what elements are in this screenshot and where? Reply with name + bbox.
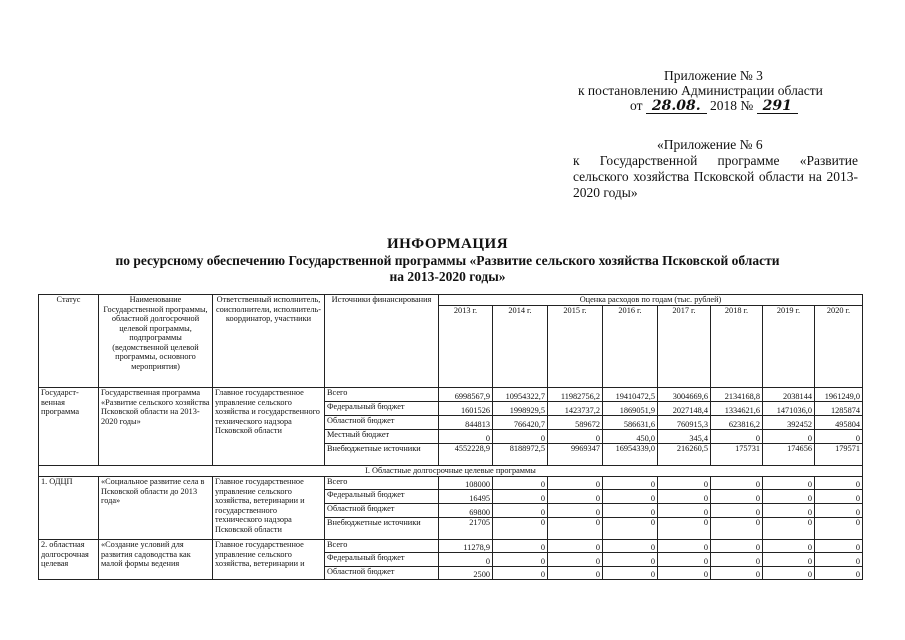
header-year: 2016 г. — [603, 306, 658, 388]
value-cell: 0 — [493, 518, 548, 540]
row-source: Областной бюджет — [325, 416, 439, 430]
value-cell: 0 — [815, 477, 863, 490]
value-cell: 174656 — [763, 444, 815, 466]
header-status: Статус — [39, 295, 99, 388]
value-cell: 0 — [658, 504, 711, 518]
value-cell: 16495 — [439, 490, 493, 504]
value-cell: 175731 — [711, 444, 763, 466]
header-year: 2013 г. — [439, 306, 493, 388]
value-cell: 0 — [711, 553, 763, 567]
value-cell: 9969347 — [548, 444, 603, 466]
value-cell: 0 — [658, 553, 711, 567]
handwritten-date: 28.08. — [646, 100, 707, 114]
doc-subtitle-2: на 2013-2020 годы» — [389, 269, 506, 284]
value-cell: 0 — [439, 553, 493, 567]
row-name: Государственная программа «Развитие сельского хозяйства Псковской области на 2013-2020 годы» — [99, 388, 213, 466]
value-cell: 0 — [763, 518, 815, 540]
value-cell: 0 — [548, 490, 603, 504]
value-cell: 8188972,5 — [493, 444, 548, 466]
table-row — [39, 540, 863, 553]
row-responsible: Главное государственное управление сельского хозяйства, ветеринарии и государственного технического надзора Псковской области — [213, 477, 325, 540]
row-source: Областной бюджет — [325, 504, 439, 518]
value-cell: 0 — [815, 504, 863, 518]
value-cell: 0 — [763, 504, 815, 518]
row-source: Федеральный бюджет — [325, 490, 439, 504]
value-cell: 0 — [439, 430, 493, 444]
value-cell: 0 — [763, 477, 815, 490]
header-year: 2019 г. — [763, 306, 815, 388]
row-status: 2. областная долгосрочная целевая — [39, 540, 99, 580]
header-sources: Источники финансирования — [325, 295, 439, 388]
section-row — [39, 466, 863, 477]
value-cell: 0 — [763, 553, 815, 567]
header-year: 2020 г. — [815, 306, 863, 388]
annex-sub — [573, 137, 858, 201]
value-cell: 1601526 — [439, 402, 493, 416]
value-cell: 0 — [658, 490, 711, 504]
value-cell: 345,4 — [658, 430, 711, 444]
value-cell: 0 — [763, 540, 815, 553]
value-cell: 766420,7 — [493, 416, 548, 430]
header-name: Наименование Государственной программы, областной долгосрочной целевой программы, подпрограммы (ведомственной целевой программы, основного мероприятия) — [99, 295, 213, 388]
value-cell: 0 — [658, 567, 711, 580]
value-cell: 21705 — [439, 518, 493, 540]
annex-number: Приложение № 3 — [664, 68, 763, 83]
value-cell: 0 — [603, 477, 658, 490]
resource-table — [38, 294, 863, 580]
value-cell: 2038144 — [763, 388, 815, 402]
value-cell: 0 — [658, 477, 711, 490]
value-cell: 2134168,8 — [711, 388, 763, 402]
value-cell: 0 — [493, 567, 548, 580]
value-cell: 0 — [548, 504, 603, 518]
value-cell: 1471036,0 — [763, 402, 815, 416]
value-cell: 11278,9 — [439, 540, 493, 553]
value-cell: 1423737,2 — [548, 402, 603, 416]
value-cell: 0 — [493, 477, 548, 490]
row-source: Внебюджетные источники — [325, 444, 439, 466]
value-cell: 0 — [603, 553, 658, 567]
value-cell: 0 — [763, 567, 815, 580]
header-year: 2018 г. — [711, 306, 763, 388]
doc-title: ИНФОРМАЦИЯ — [386, 236, 509, 252]
value-cell: 0 — [815, 567, 863, 580]
value-cell: 0 — [603, 567, 658, 580]
value-cell: 1961249,0 — [815, 388, 863, 402]
value-cell: 0 — [658, 518, 711, 540]
handwritten-number: 291 — [757, 100, 798, 114]
value-cell: 0 — [763, 490, 815, 504]
value-cell: 0 — [711, 567, 763, 580]
value-cell: 623816,2 — [711, 416, 763, 430]
value-cell: 3004669,6 — [658, 388, 711, 402]
value-cell: 0 — [548, 540, 603, 553]
value-cell: 0 — [815, 490, 863, 504]
row-name: «Создание условий для развития садоводства как малой формы ведения — [99, 540, 213, 580]
value-cell: 0 — [815, 430, 863, 444]
row-source: Федеральный бюджет — [325, 553, 439, 567]
value-cell: 0 — [711, 540, 763, 553]
value-cell: 392452 — [763, 416, 815, 430]
value-cell: 0 — [603, 490, 658, 504]
row-responsible: Главное государственное управление сельского хозяйства, ветеринарии и — [213, 540, 325, 580]
table-row — [39, 388, 863, 402]
row-status: 1. ОДЦП — [39, 477, 99, 540]
value-cell: 0 — [603, 504, 658, 518]
value-cell: 0 — [815, 553, 863, 567]
value-cell: 179571 — [815, 444, 863, 466]
value-cell: 0 — [711, 490, 763, 504]
value-cell: 589672 — [548, 416, 603, 430]
header-estimate: Оценка расходов по годам (тыс. рублей) — [439, 295, 863, 306]
value-cell: 0 — [548, 477, 603, 490]
value-cell: 0 — [493, 490, 548, 504]
value-cell: 1285874 — [815, 402, 863, 416]
value-cell: 16954339,0 — [603, 444, 658, 466]
value-cell: 216260,5 — [658, 444, 711, 466]
value-cell: 844813 — [439, 416, 493, 430]
annex-decree: к постановлению Администрации области — [578, 83, 823, 98]
value-cell: 0 — [548, 430, 603, 444]
row-source: Всего — [325, 540, 439, 553]
value-cell: 760915,3 — [658, 416, 711, 430]
row-source: Областной бюджет — [325, 567, 439, 580]
header-year: 2014 г. — [493, 306, 548, 388]
value-cell: 586631,6 — [603, 416, 658, 430]
value-cell: 0 — [603, 540, 658, 553]
value-cell: 0 — [493, 540, 548, 553]
table-row — [39, 477, 863, 490]
value-cell: 2500 — [439, 567, 493, 580]
row-name: «Социальное развитие села в Псковской области до 2013 года» — [99, 477, 213, 540]
value-cell: 0 — [711, 477, 763, 490]
header-responsible: Ответственный исполнитель, соисполнители, исполнитель-координатор, участники — [213, 295, 325, 388]
row-source: Внебюджетные источники — [325, 518, 439, 540]
value-cell: 11982756,2 — [548, 388, 603, 402]
header-row — [39, 295, 863, 306]
value-cell: 108000 — [439, 477, 493, 490]
section-title: I. Областные долгосрочные целевые программы — [39, 466, 863, 477]
value-cell: 0 — [548, 553, 603, 567]
value-cell: 0 — [493, 504, 548, 518]
doc-subtitle: по ресурсному обеспечению Государственной программы «Развитие сельского хозяйства Псковской области — [115, 253, 780, 268]
row-source: Всего — [325, 388, 439, 402]
value-cell: 6998567,9 — [439, 388, 493, 402]
value-cell: 0 — [493, 430, 548, 444]
value-cell: 0 — [548, 518, 603, 540]
value-cell: 1869051,9 — [603, 402, 658, 416]
row-status: Государст-венная программа — [39, 388, 99, 466]
value-cell: 69800 — [439, 504, 493, 518]
value-cell: 0 — [711, 504, 763, 518]
value-cell: 0 — [493, 553, 548, 567]
value-cell: 0 — [711, 518, 763, 540]
value-cell: 495804 — [815, 416, 863, 430]
value-cell: 1998929,5 — [493, 402, 548, 416]
value-cell: 1334621,6 — [711, 402, 763, 416]
row-source: Федеральный бюджет — [325, 402, 439, 416]
value-cell: 4552228,9 — [439, 444, 493, 466]
value-cell: 0 — [658, 540, 711, 553]
annex-sub-number: «Приложение № 6 — [657, 137, 763, 152]
annex-sub-text: к Государственной программе «Развитие сельского хозяйства Псковской области на 2013-2020 годы» — [573, 153, 858, 200]
annex-date-line: от 28.08. 2018 № 291 — [578, 98, 868, 114]
row-source: Местный бюджет — [325, 430, 439, 444]
row-responsible: Главное государственное управление сельского хозяйства и государственного технического надзора Псковской области — [213, 388, 325, 466]
value-cell: 0 — [815, 518, 863, 540]
header-year: 2015 г. — [548, 306, 603, 388]
value-cell: 0 — [815, 540, 863, 553]
row-source: Всего — [325, 477, 439, 490]
value-cell: 0 — [711, 430, 763, 444]
value-cell: 0 — [763, 430, 815, 444]
value-cell: 10954322,7 — [493, 388, 548, 402]
value-cell: 450,0 — [603, 430, 658, 444]
value-cell: 19410472,5 — [603, 388, 658, 402]
value-cell: 0 — [603, 518, 658, 540]
annex-header — [578, 68, 868, 114]
value-cell: 0 — [548, 567, 603, 580]
value-cell: 2027148,4 — [658, 402, 711, 416]
header-year: 2017 г. — [658, 306, 711, 388]
